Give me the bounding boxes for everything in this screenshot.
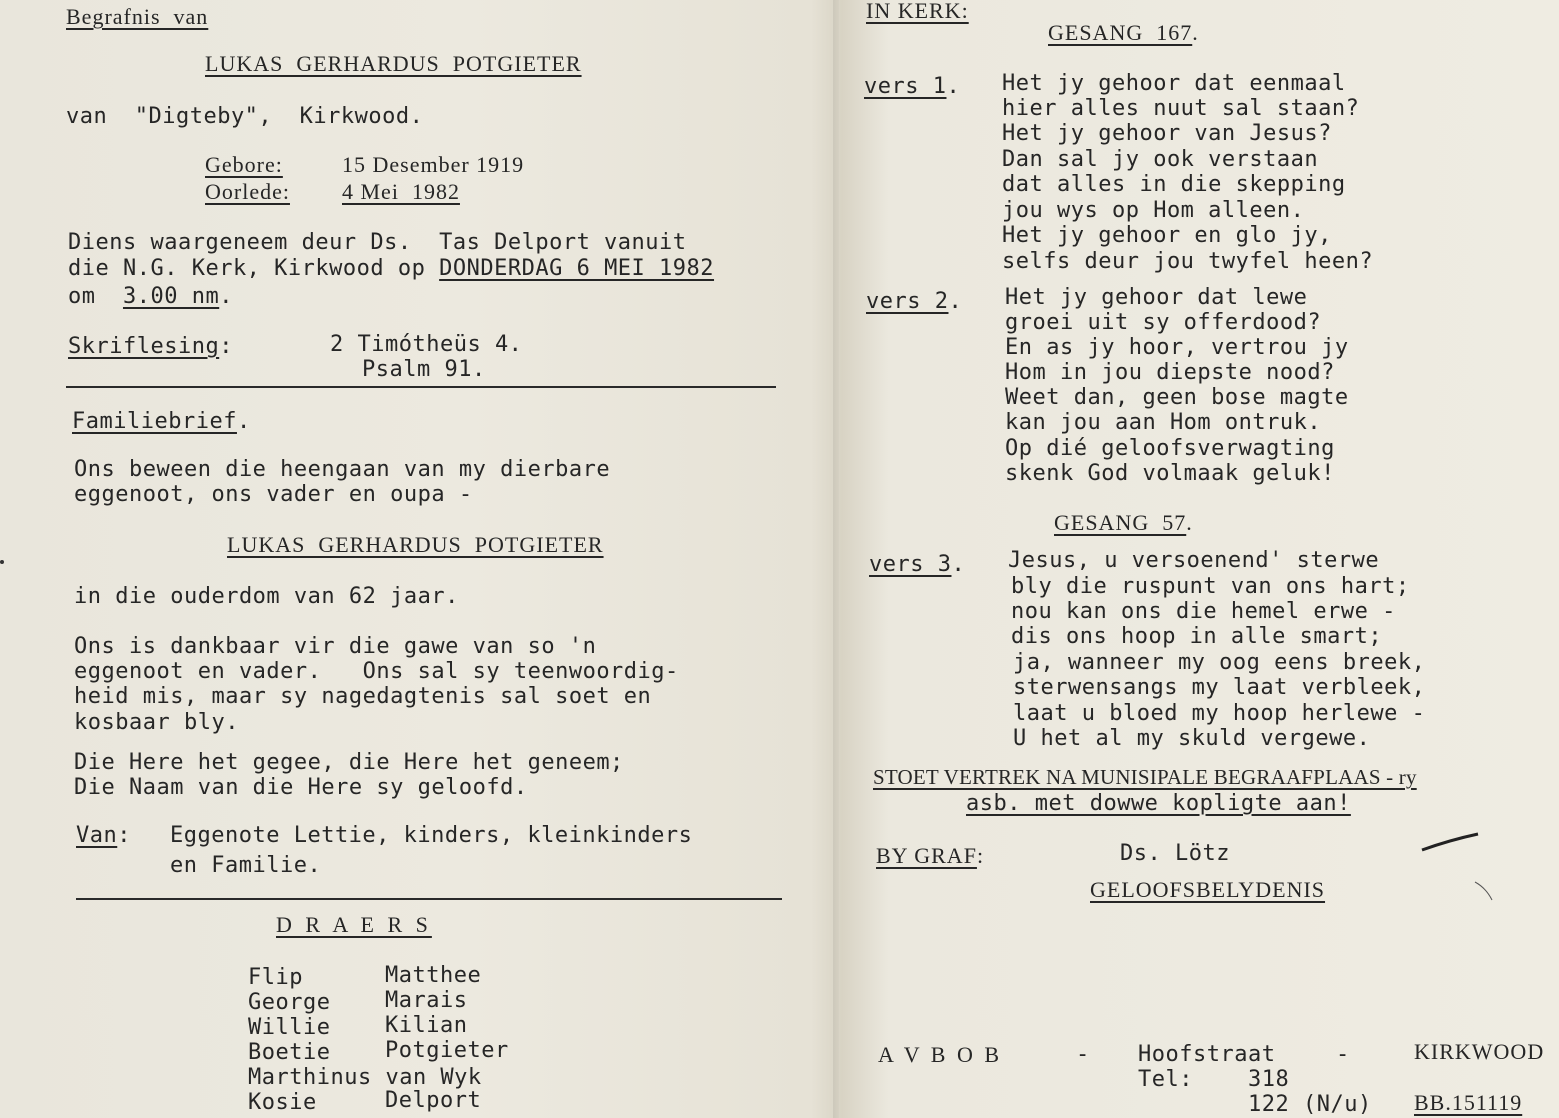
died-label: Oorlede:: [205, 179, 290, 204]
verse-line: nou kan ons die hemel erwe -: [1011, 599, 1396, 624]
letter-p3-line-2: Die Naam van die Here sy geloofd.: [74, 775, 528, 800]
born-date: 15 Desember 1919: [342, 152, 525, 177]
undertaker-name: A V B O B: [878, 1042, 1003, 1067]
page-fold: [833, 0, 839, 1118]
undertaker-street: Hoofstraat: [1138, 1042, 1276, 1067]
verse-line: Het jy gehoor dat lewe: [1005, 285, 1308, 310]
letter-p2-line-1: Ons is dankbaar vir die gawe van so 'n: [74, 634, 597, 659]
reading-2: Psalm 91.: [362, 357, 486, 382]
reference-number: BB.151119: [1414, 1090, 1523, 1115]
from-residence: van "Digteby", Kirkwood.: [66, 104, 424, 129]
letter-deceased-name: LUKAS GERHARDUS POTGIETER: [227, 532, 604, 557]
verse-line: dat alles in die skepping: [1002, 172, 1346, 197]
born-label: Gebore:: [205, 152, 283, 177]
verse-line: Het jy gehoor dat eenmaal: [1002, 71, 1346, 96]
letter-p2-line-2: eggenoot en vader. Ons sal sy teenwoordig-: [74, 659, 679, 684]
from-line-2: en Familie.: [170, 853, 322, 878]
tel-label: Tel:: [1138, 1067, 1193, 1092]
bearer-first-name: Marthinus van Wyk: [248, 1065, 482, 1090]
verse-line: Hom in jou diepste nood?: [1005, 360, 1335, 385]
hymn-2-title: GESANG 57.: [1054, 510, 1193, 535]
verse-line: Jesus, u versoenend' sterwe: [1008, 548, 1380, 573]
service-time: 3.00 nm: [122, 284, 220, 309]
letter-p2-line-3: heid mis, maar sy nagedagtenis sal soet en: [74, 684, 652, 709]
tel-number-2: 122 (N/u): [1248, 1092, 1372, 1117]
verse-line: hier alles nuut sal staan?: [1002, 96, 1360, 121]
bearer-first-name: George: [248, 990, 331, 1015]
bearers-title: D R A E R S: [276, 912, 432, 937]
verse-2-label: vers 2.: [866, 289, 963, 314]
verse-line: skenk God volmaak geluk!: [1005, 461, 1335, 486]
died-date: 4 Mei 1982: [342, 179, 460, 204]
bearer-last-name: Potgieter: [385, 1038, 509, 1063]
divider-2: [76, 898, 782, 900]
verse-line: sterwensangs my laat verbleek,: [1013, 675, 1426, 700]
grave-label: BY GRAF:: [876, 843, 985, 868]
service-line-1: Diens waargeneem deur Ds. Tas Delport vanuit: [68, 230, 687, 255]
from-label: Van:: [76, 823, 131, 848]
bearer-last-name: Delport: [385, 1088, 482, 1113]
bearer-first-name: Boetie: [248, 1040, 331, 1065]
procession-line-1: STOET VERTREK NA MUNISIPALE BEGRAAFPLAAS - ry: [873, 765, 1417, 789]
verse-3-label: vers 3.: [869, 552, 966, 577]
reading-1: 2 Timótheüs 4.: [330, 332, 523, 357]
bearer-first-name: Kosie: [248, 1090, 317, 1115]
verse-line: ja, wanneer my oog eens breek,: [1013, 650, 1426, 675]
bearer-first-name: Flip: [248, 965, 303, 990]
bearer-last-name: Matthee: [385, 963, 482, 988]
verse-line: jou wys op Hom alleen.: [1002, 198, 1305, 223]
grave-minister: Ds. Lötz: [1120, 841, 1230, 866]
divider-1: [66, 386, 776, 388]
in-church-label: IN KERK:: [866, 0, 969, 23]
service-date: DONDERDAG 6 MEI 1982: [439, 256, 715, 281]
verse-line: groei uit sy offerdood?: [1005, 310, 1322, 335]
verse-line: U het al my skuld vergewe.: [1013, 726, 1371, 751]
tel-number-1: 318: [1248, 1067, 1290, 1092]
bearer-last-name: Kilian: [385, 1013, 468, 1038]
deceased-name: LUKAS GERHARDUS POTGIETER: [205, 51, 582, 76]
letter-p1-line-1: Ons beween die heengaan van my dierbare: [74, 457, 611, 482]
verse-line: laat u bloed my hoop herlewe -: [1013, 701, 1426, 726]
ink-dot: [0, 560, 4, 564]
verse-line: Weet dan, geen bose magte: [1005, 385, 1349, 410]
letter-p3-line-1: Die Here het gegee, die Here het geneem;: [74, 750, 624, 775]
verse-line: Op dié geloofsverwagting: [1005, 436, 1335, 461]
funeral-heading: Begrafnis van: [66, 4, 209, 29]
age-line: in die ouderdom van 62 jaar.: [74, 584, 459, 609]
from-line-1: Eggenote Lettie, kinders, kleinkinders: [170, 823, 693, 848]
creed-title: GELOOFSBELYDENIS: [1090, 877, 1326, 902]
verse-line: dis ons hoop in alle smart;: [1011, 624, 1383, 649]
verse-line: Dan sal jy ook verstaan: [1002, 147, 1319, 172]
bearer-last-name: Marais: [385, 988, 468, 1013]
hymn-1-title: GESANG 167.: [1048, 20, 1199, 45]
undertaker-town: KIRKWOOD: [1414, 1039, 1545, 1064]
verse-line: Het jy gehoor van Jesus?: [1002, 121, 1332, 146]
reading-label: Skriflesing:: [68, 334, 233, 359]
separator-dash: -: [1336, 1042, 1350, 1067]
verse-line: kan jou aan Hom ontruk.: [1005, 410, 1322, 435]
service-line-2: die N.G. Kerk, Kirkwood op DONDERDAG 6 MEI 1982: [68, 256, 715, 281]
letter-p1-line-2: eggenoot, ons vader en oupa -: [74, 482, 473, 507]
letter-p2-line-4: kosbaar bly.: [74, 710, 239, 735]
procession-line-2: asb. met dowwe kopligte aan!: [966, 791, 1351, 816]
bearer-first-name: Willie: [248, 1015, 331, 1040]
verse-1-label: vers 1.: [864, 74, 961, 99]
verse-line: Het jy gehoor en glo jy,: [1002, 223, 1332, 248]
verse-line: En as jy hoor, vertrou jy: [1005, 335, 1349, 360]
letter-title: Familiebrief.: [72, 409, 251, 434]
pen-stroke-mark: [1420, 826, 1540, 916]
service-line-3: om 3.00 nm.: [68, 284, 233, 309]
separator-dash: -: [1076, 1042, 1090, 1067]
verse-line: selfs deur jou twyfel heen?: [1002, 249, 1374, 274]
verse-line: bly die ruspunt van ons hart;: [1011, 574, 1410, 599]
